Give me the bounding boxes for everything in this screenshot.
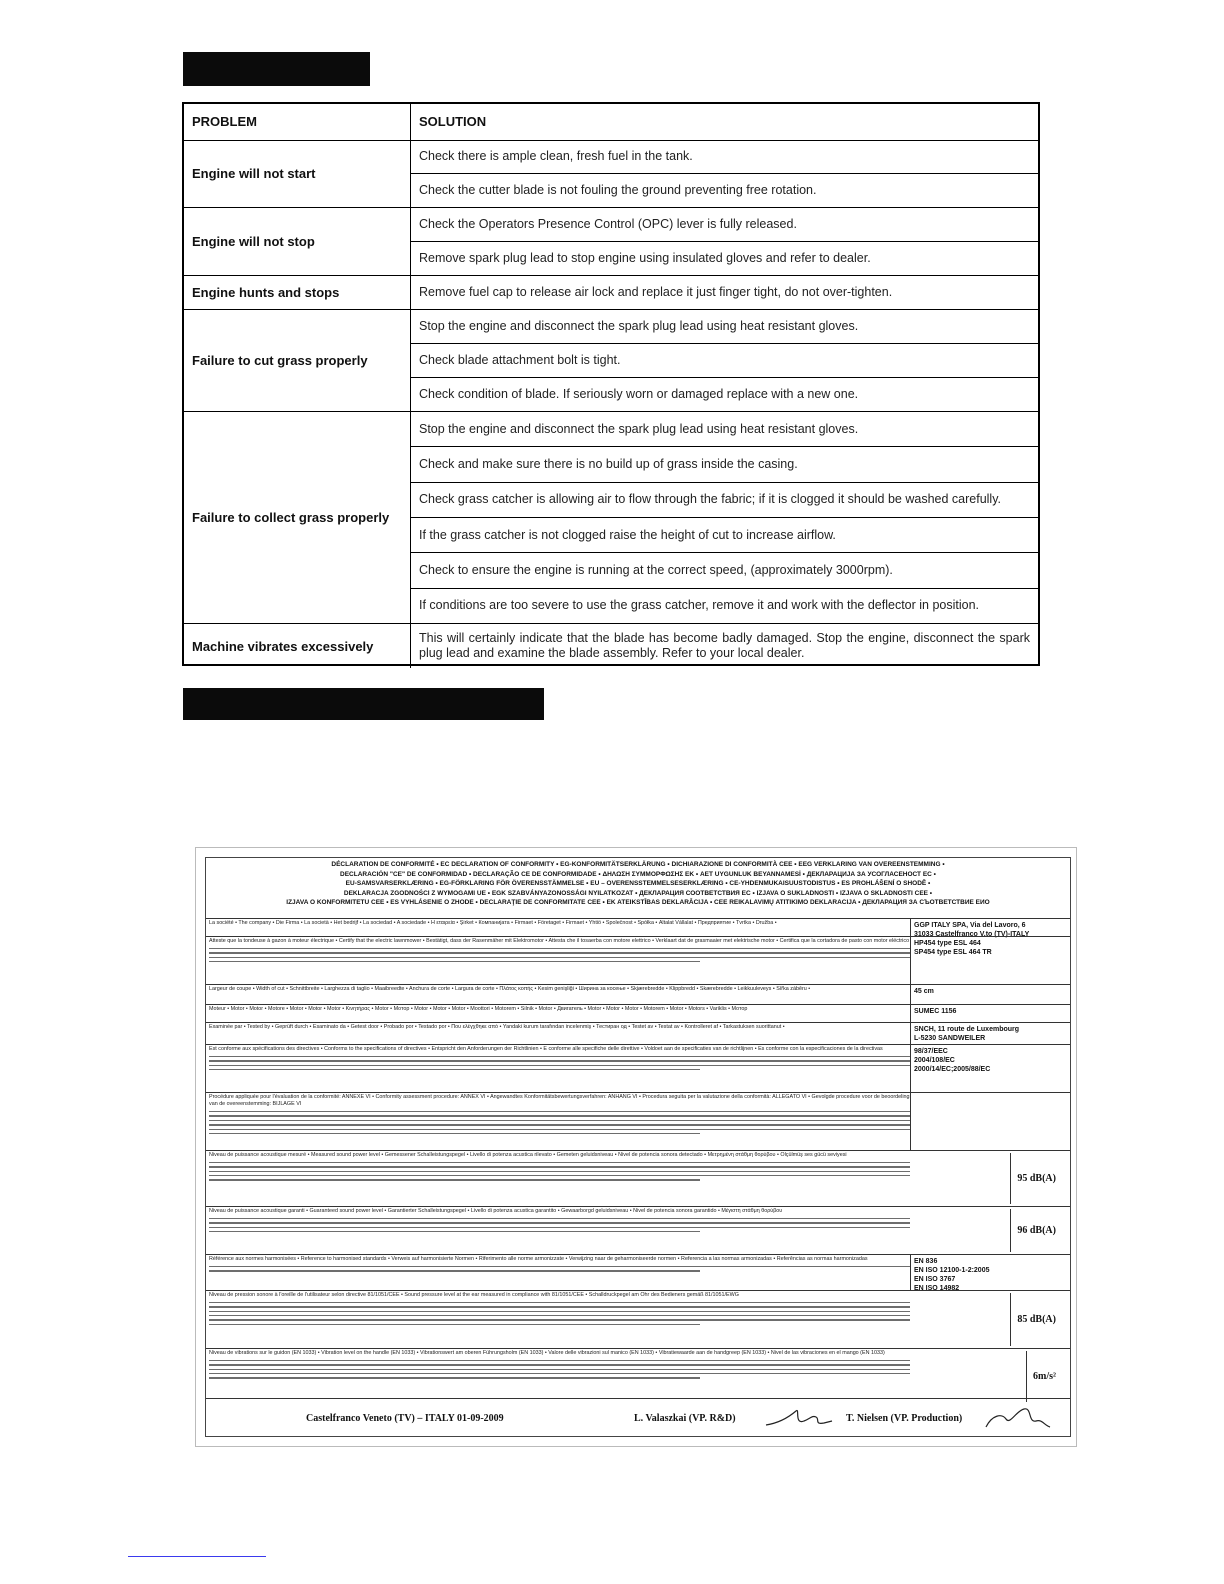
signer-1: L. Valaszkai (VP. R&D) — [634, 1413, 736, 1424]
declaration-value-text: 85 dB(A) — [1010, 1293, 1056, 1346]
table-row — [184, 140, 1038, 208]
scan-text-line — [209, 1270, 700, 1271]
signer-2: T. Nielsen (VP. Production) — [846, 1413, 963, 1424]
scan-text-line — [209, 1302, 910, 1303]
declaration-title — [206, 860, 1070, 918]
scan-text-line — [209, 1162, 910, 1163]
solution-item: Stop the engine and disconnect the spark plug lead using heat resistant gloves. — [411, 412, 1038, 447]
declaration-title-line: IZJAVA O KONFORMITETU CEE • ES VYHLÁSENIE O ZHODE • DECLARAŢIE DE CONFORMITATE CEE • EK ATEIKSTĪBAS DEKLARĀCIJA • CEE REIKALAVIMŲ ATITIKIMO DEKLARACIJA • ДЕКЛАРАЦИЯ ЗА СЪОТВЕТСТВИЕ ЕИО — [286, 899, 990, 906]
declaration-value-text: 96 dB(A) — [1010, 1209, 1056, 1252]
solution-item: Check the Operators Presence Control (OPC) lever is fully released. — [411, 208, 1038, 242]
solutions-cell — [411, 276, 1038, 309]
declaration-row-value: SUMEC 1156 — [910, 1005, 1068, 1022]
declaration-row-text-content: Référence aux normes harmonisées • Reference to harmonised standards • Verweis auf harmonisierte Normen • Riferimento alle norme armonizzate • Verwijzing naar de geharmoniseerde normen • Referencia a las normas armonizadas • Referências as normas harmonizadas — [209, 1256, 868, 1262]
scan-text-line — [209, 1360, 910, 1361]
scan-text-line — [209, 1171, 910, 1172]
declaration-title-line: DECLARACIÓN "CE" DE CONFORMIDAD • DECLARAÇÃO CE DE CONFORMIDADE • ΔΗΛΩΣΗ ΣΥΜΜΟΡΦΩΣΗΣ ΕΚ • AET UYGUNLUK BEYANNAMESİ • ДЕКЛАРАЦИЈА ЗА УСОГЛАСЕНОСТ ЕС • — [340, 870, 936, 878]
table-row — [184, 310, 1038, 412]
scan-text-line — [209, 1377, 700, 1378]
scan-text-line — [209, 1218, 910, 1219]
header-solution: SOLUTION — [419, 114, 487, 129]
declaration-row-text-content: La société • The company • Die Firma • La società • Het bedrijf • La sociedad • A sociedade • Η εταιρεία • Şirket • Компанијата • Firmaet • Företaget • Firmaet • Yhtiö • Společnost • Spółka • Általat Vállalat • Предприятие • Tvrtka • Družba • — [209, 920, 777, 926]
scan-text-line — [209, 1319, 910, 1320]
scan-text-line — [209, 1129, 910, 1130]
declaration-row-text-content: Est conforme aux spécifications des directives • Conforms to the specifications of directives • Entspricht den Anforderungen der Richtlinien • È conforme alle specifiche delle direttive • Voldoet aan de specificaties van de richtlijnen • Es conforme con la especificaciones de la directivas — [209, 1046, 883, 1052]
scan-text-line — [209, 1056, 910, 1057]
declaration-row-text — [209, 1006, 910, 1021]
declaration-row-text-content: Niveau de vibrations sur le guidon (EN 1033) • Vibration level on the handle (EN 1033) • Vibrationswert am oberen Führungsholm (EN 1033) • Valore delle vibrazioni sul manico (EN 1033) • Vibratiewaarde aan de handgreep (EN 1033) • Nivel de las vibraciones en el mango (EN 1033) — [209, 1350, 885, 1356]
declaration-row-text-content: Largeur de coupe • Width of cut • Schnittbreite • Larghezza di taglio • Maaibreedte • Anchura de corte • Largura de corte • Πλάτος κοπής • Kesim genişliği • Ширина за косење • Skjærebredde • Klippbredd • Skærebredde • Leikkuuleveys • Šířka záběru • — [209, 986, 811, 992]
declaration-row — [206, 1150, 1070, 1206]
table-row — [184, 412, 1038, 624]
table-row — [184, 276, 1038, 310]
declaration-row-text — [209, 1350, 910, 1403]
scan-text-line — [209, 1111, 910, 1112]
problem-cell: Machine vibrates excessively — [184, 624, 411, 668]
scan-text-line — [209, 1060, 910, 1061]
declaration-title-line: DEKLARACJA ZGODNOŚCI Z WYMOGAMI UE • EGK SZABVÁNYAZONOSSÁGI NYILATKOZAT • ДЕКЛАРАЦИЯ СООТВЕТСТВИЯ ЕС • IZJAVA O SUKLADNOSTI • IZJAVA O SKLADNOSTI CEE • — [343, 889, 933, 897]
footer-link-underline — [128, 1556, 266, 1557]
problem-cell: Engine will not start — [184, 140, 411, 207]
declaration-row-text — [209, 1094, 910, 1149]
declaration-row-value: SNCH, 11 route de Luxembourg L-5230 SANDWEILER — [910, 1023, 1068, 1044]
declaration-row-text — [209, 920, 910, 935]
declaration-row-text — [209, 1024, 910, 1043]
declaration-row-value: HP454 type ESL 464 SP454 type ESL 464 TR — [910, 937, 1068, 984]
scan-text-line — [209, 1115, 910, 1116]
scan-text-line — [209, 1175, 910, 1176]
solution-item: Check blade attachment bolt is tight. — [411, 344, 1038, 378]
declaration-of-conformity — [205, 857, 1071, 1437]
section-heading-bar-troubleshooting — [183, 52, 370, 86]
solution-item: Remove fuel cap to release air lock and replace it just finger tight, do not over-tighten. — [419, 285, 893, 299]
troubleshooting-table — [182, 102, 1040, 666]
scan-text-line — [209, 1179, 700, 1180]
scan-text-line — [209, 1311, 910, 1312]
declaration-value-text: 6m/s² — [1026, 1351, 1056, 1402]
declaration-row — [206, 918, 1070, 936]
scan-text-line — [209, 1120, 910, 1121]
declaration-row-text — [209, 938, 910, 983]
declaration-title-line: EU-SAMSVARSERKLÆRING • EG-FÖRKLARING FÖR ÖVERENSSTÄMMELSE • EU – OVERENSSTEMMELSESERKLÆRING • CE-YHDENMUKAISUUSTODISTUS • ES PROHLÁŠENÍ O SHODĚ • — [345, 880, 931, 887]
declaration-value-text: 95 dB(A) — [1010, 1153, 1056, 1204]
signature-2-scribble — [982, 1405, 1052, 1433]
declaration-row — [206, 984, 1070, 1004]
solution-item: Stop the engine and disconnect the spark plug lead using heat resistant gloves. — [411, 310, 1038, 344]
scan-text-line — [209, 1069, 700, 1070]
solution-item: Check condition of blade. If seriously worn or damaged replace with a new one. — [419, 387, 859, 401]
declaration-row-text — [209, 986, 910, 1003]
scan-text-line — [209, 1306, 910, 1307]
declaration-row-text-content: Examinée par • Tested by • Geprüft durch • Esaminato da • Getest door • Probado por • Testado por • Που ελέγχθηκε από • Yandaki kurum tarafından incelenmiş • Тестиран од • Testet av • Testat av • Kontrolleret af • Tarkastuksen suorittanut • — [209, 1024, 785, 1030]
declaration-row-text-content: Procédure appliquée pour l'évaluation de la conformité: ANNEXE VI • Conformity assessment procedure: ANNEX VI • Angewandtes Konformitätsbewertungsverfahren: ANHANG VI • Procedura seguita per la valutazione della conformità: ALLEGATO VI • Gevolgde procedure voor de beoordeling van de overeenstemming: BIJLAGE VI — [209, 1094, 910, 1108]
scan-text-line — [209, 1222, 910, 1223]
declaration-row — [206, 1092, 1070, 1150]
declaration-row-text — [209, 1152, 910, 1205]
scan-text-line — [209, 1266, 910, 1267]
section-heading-bar-declaration — [183, 688, 544, 720]
scan-text-line — [209, 1231, 700, 1232]
declaration-row-value: 45 cm — [910, 985, 1068, 1004]
declaration-row — [206, 1348, 1070, 1404]
solution-item: If conditions are too severe to use the grass catcher, remove it and work with the deflector in position. — [419, 598, 980, 613]
scan-text-line — [209, 1166, 910, 1167]
scan-text-line — [209, 948, 910, 949]
scan-text-line — [209, 1364, 910, 1365]
table-header — [184, 104, 1038, 141]
solution-item: Check to ensure the engine is running at the correct speed, (approximately 3000rpm). — [411, 553, 1038, 588]
declaration-row-value: EN 836 EN ISO 12100-1-2:2005 EN ISO 3767 EN ISO 14982 — [910, 1255, 1068, 1290]
solution-item: If the grass catcher is not clogged raise the height of cut to increase airflow. — [411, 518, 1038, 553]
declaration-row-text-content: Atteste que la tondeuse à gazon à moteur électrique • Certify that the electric lawnmower • Bestätigt, dass der Rasenmäher mit Elektromotor • Attesta che il tosaerba con motore elettrico • Verklaart dat de grasmaaier met elektrische motor • Certifica que la cortadora de pasto con motor eléctrico — [209, 938, 910, 944]
scan-text-line — [209, 952, 910, 953]
declaration-row-text — [209, 1292, 910, 1347]
declaration-row-value: 98/37/EEC 2004/108/EC 2000/14/EC;2005/88/EC — [910, 1045, 1068, 1092]
solutions-cell — [411, 412, 1038, 623]
solution-item: Check and make sure there is no build up of grass inside the casing. — [411, 447, 1038, 482]
solutions-cell — [411, 140, 1038, 207]
solution-item: Check there is ample clean, fresh fuel in the tank. — [411, 140, 1038, 174]
scan-text-line — [209, 1124, 910, 1125]
solution-item: Check the cutter blade is not fouling the ground preventing free rotation. — [419, 183, 817, 197]
scan-text-line — [209, 957, 910, 958]
declaration-row-value — [910, 1151, 1068, 1206]
solution-item: Remove spark plug lead to stop engine using insulated gloves and refer to dealer. — [419, 251, 871, 265]
declaration-row-value — [910, 1291, 1068, 1348]
declaration-row-value — [910, 1207, 1068, 1254]
declaration-title-line: DÉCLARATION DE CONFORMITÉ • EC DECLARATION OF CONFORMITY • EG-KONFORMITÄTSERKLÄRUNG • DICHIARAZIONE DI CONFORMITÀ CEE • EEG VERKLARING VAN OVEREENSTEMMING • — [331, 861, 945, 868]
declaration-row-text-content: Niveau de pression sonore à l'oreille de l'utilisateur selon directive 81/1051/CEE • Sound pressure level at the ear measured in compliance with 81/1051/CEE • Schalldruckpegel am Ohr des Bedieners gemäß 81/1051/EWG — [209, 1292, 739, 1298]
scan-text-line — [209, 961, 700, 962]
solutions-cell — [411, 208, 1038, 275]
declaration-row-value — [910, 1093, 1068, 1150]
declaration-row — [206, 1254, 1070, 1290]
declaration-row — [206, 1004, 1070, 1022]
problem-cell: Engine will not stop — [184, 208, 411, 275]
declaration-row — [206, 1290, 1070, 1348]
signature-row — [206, 1398, 1070, 1437]
scan-text-line — [209, 1315, 910, 1316]
solutions-cell — [411, 310, 1038, 411]
declaration-row — [206, 1206, 1070, 1254]
declaration-row — [206, 936, 1070, 984]
problem-cell: Failure to collect grass properly — [184, 412, 411, 623]
solution-item: Check grass catcher is allowing air to flow through the fabric; if it is clogged it should be washed carefully. — [411, 483, 1038, 518]
scan-text-line — [209, 1324, 700, 1325]
declaration-row-text-content: Niveau de puissance acoustique garanti • Guaranteed sound power level • Garantierter Schalleistungspegel • Livello di potenza acustica garantito • Gewaarborgd geluidsniveau • Nivel de potencia sonora garantido • Μέγιστη στάθμη θορύβου — [209, 1208, 783, 1214]
declaration-row-value: GGP ITALY SPA, Via del Lavoro, 6 31033 Castelfranco V.to (TV)-ITALY — [910, 919, 1068, 936]
declaration-row-value — [910, 1349, 1068, 1404]
scan-text-line — [209, 1373, 910, 1374]
problem-cell: Failure to cut grass properly — [184, 310, 411, 411]
declaration-row — [206, 1044, 1070, 1092]
declaration-row-text — [209, 1256, 910, 1289]
place-date: Castelfranco Veneto (TV) – ITALY 01-09-2009 — [306, 1413, 504, 1424]
declaration-row-text — [209, 1046, 910, 1091]
declaration-row — [206, 1022, 1070, 1044]
declaration-row-text-content: Niveau de puissance acoustique mesuré • Measured sound power level • Gemessener Schalleistungspegel • Livello di potenza acustica rilevato • Gemeten geluidsniveau • Nivel de potencia sonora detectado • Μετρημένη στάθμη θορύβου • Ölçülmüş ses gücü seviyesi — [209, 1152, 847, 1158]
solution-item: This will certainly indicate that the blade has become badly damaged. Stop the engine, disconnect the spark plug lead and examine the blade assembly. Refer to your local dealer. — [419, 631, 1030, 660]
declaration-row-text-content: Moteur • Motor • Motor • Motore • Motor • Motor • Motor • Κινητήρας • Motor • Мотор • Motor • Motor • Motor • Moottori • Motorem • Silnik • Motor • Двигатель • Motor • Motor • Motor • Motorem • Motor • Motors • Variklis • Мотор — [209, 1006, 748, 1012]
scan-text-line — [209, 1065, 910, 1066]
table-row — [184, 624, 1038, 668]
problem-cell: Engine hunts and stops — [184, 276, 411, 309]
scan-text-line — [209, 1369, 910, 1370]
declaration-row-text — [209, 1208, 910, 1253]
scan-text-line — [209, 1133, 700, 1134]
table-row — [184, 208, 1038, 276]
solutions-cell — [411, 624, 1038, 668]
header-problem: PROBLEM — [184, 104, 411, 140]
signature-1-scribble — [764, 1405, 834, 1431]
scan-text-line — [209, 1227, 910, 1228]
